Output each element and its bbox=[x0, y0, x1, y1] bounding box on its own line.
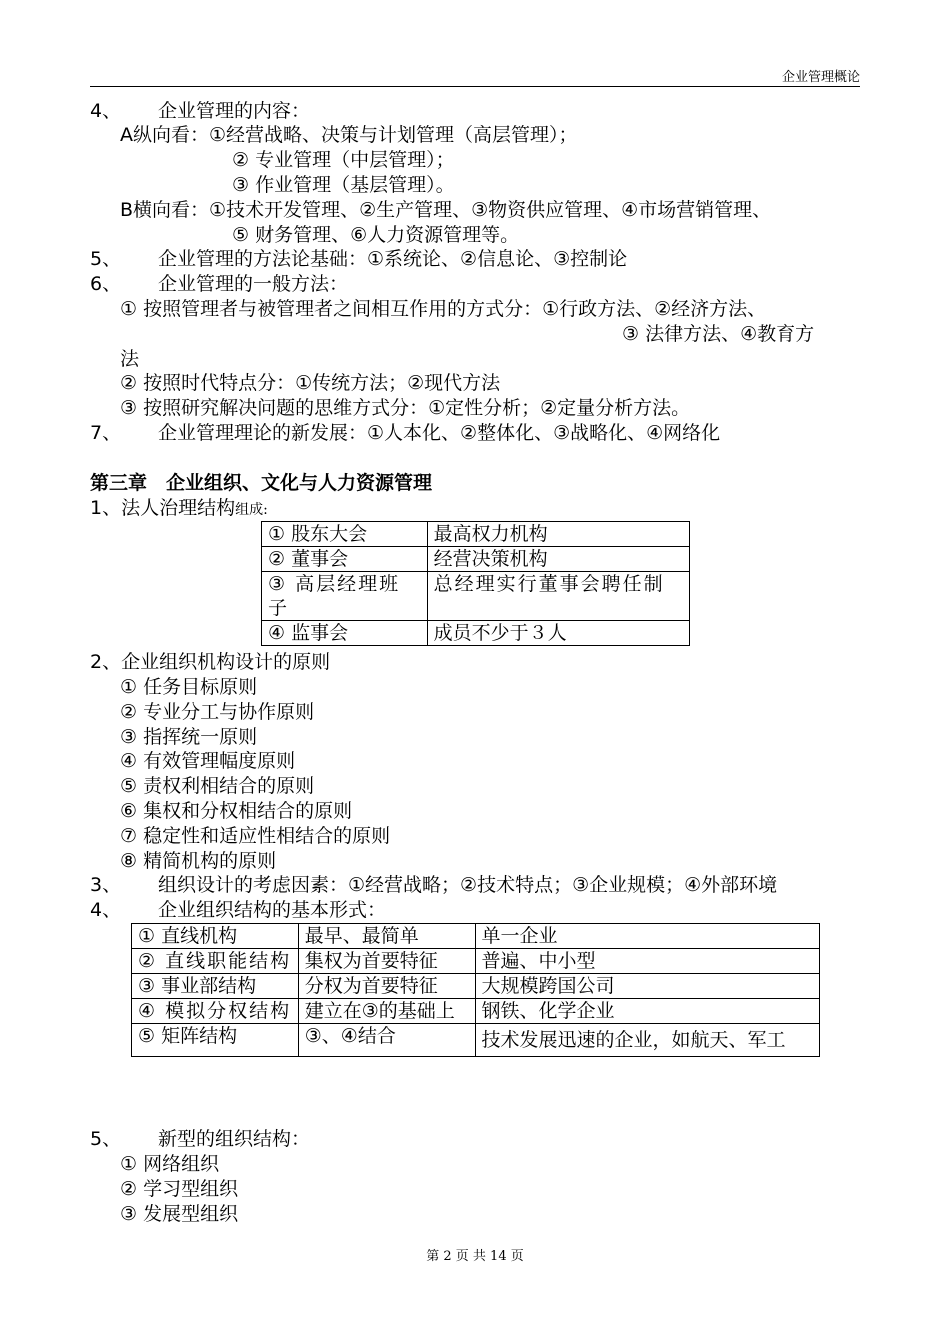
table-cell: 建立在③的基础上 bbox=[298, 999, 475, 1024]
section-title: 企业组织结构的基本形式： bbox=[158, 899, 387, 921]
table-cell: 分权为首要特征 bbox=[298, 974, 475, 999]
table-row bbox=[262, 621, 690, 646]
table-cell: 成员不少于３人 bbox=[427, 621, 689, 646]
table-cell: 总经理实行董事会聘任制 bbox=[427, 572, 689, 621]
table-cell: 经营决策机构 bbox=[427, 547, 689, 572]
governance-title: 1、法人治理结构 bbox=[90, 497, 236, 519]
horizontal-view-line-2: ⑤ 财务管理、⑥人力资源管理等。 bbox=[232, 224, 520, 246]
section-4-heading bbox=[90, 99, 310, 123]
governance-table bbox=[261, 521, 690, 646]
principle-item: ⑥ 集权和分权相结合的原则 bbox=[120, 800, 353, 822]
basic-forms-heading bbox=[90, 898, 386, 922]
page-header: 企业管理概论 bbox=[781, 70, 860, 85]
table-cell: ③ 事业部结构 bbox=[132, 974, 299, 999]
section-number: 6、 bbox=[90, 273, 122, 295]
table-cell: 最高权力机构 bbox=[427, 522, 689, 547]
table-row bbox=[132, 974, 820, 999]
new-structure-item: ① 网络组织 bbox=[120, 1153, 220, 1175]
section-number: 5、 bbox=[90, 1128, 122, 1150]
method-item-1-cont: ③ 法律方法、④教育方 bbox=[622, 323, 815, 345]
governance-suffix: 组成: bbox=[235, 502, 268, 518]
principle-item: ② 专业分工与协作原则 bbox=[120, 700, 315, 723]
table-row bbox=[262, 572, 690, 621]
principles-heading: 2、企业组织机构设计的原则 bbox=[90, 651, 331, 673]
principle-item: ⑧ 精简机构的原则 bbox=[120, 849, 277, 872]
section-number: 3、 bbox=[90, 874, 122, 896]
table-row bbox=[132, 924, 820, 949]
principle-item: ① 任务目标原则 bbox=[120, 676, 258, 698]
table-cell: ③ 高层经理班子 bbox=[262, 572, 428, 621]
table-cell: ② 直线职能结构 bbox=[132, 949, 299, 974]
new-structure-item: ② 学习型组织 bbox=[120, 1178, 239, 1200]
table-cell: 最早、最简单 bbox=[298, 924, 475, 949]
table-row bbox=[262, 547, 690, 572]
method-item-1-tail: 法 bbox=[120, 348, 140, 370]
section-number: 4、 bbox=[90, 100, 122, 122]
section-number: 5、 bbox=[90, 248, 122, 270]
header-rule bbox=[90, 86, 860, 87]
section-number: 7、 bbox=[90, 422, 122, 444]
chapter-3-title: 第三章 企业组织、文化与人力资源管理 bbox=[90, 472, 433, 494]
section-6-heading bbox=[90, 272, 348, 296]
section-5 bbox=[90, 247, 627, 271]
section-text: 企业管理理论的新发展：①人本化、②整体化、③战略化、④网络化 bbox=[158, 422, 721, 444]
horizontal-view-line-1: B横向看：①技术开发管理、②生产管理、③物资供应管理、④市场营销管理、 bbox=[120, 199, 772, 221]
section-title: 新型的组织结构： bbox=[158, 1128, 311, 1150]
table-cell: 技术发展迅速的企业，如航天、军工 bbox=[475, 1024, 819, 1057]
principle-item: ⑦ 稳定性和适应性相结合的原则 bbox=[120, 824, 391, 847]
table-row bbox=[132, 999, 820, 1024]
governance-heading bbox=[90, 496, 268, 522]
vertical-view-line-1: A纵向看：①经营战略、决策与计划管理（高层管理）； bbox=[120, 124, 578, 146]
principle-item: ④ 有效管理幅度原则 bbox=[120, 750, 296, 773]
new-structures-heading bbox=[90, 1127, 310, 1151]
new-structure-item: ③ 发展型组织 bbox=[120, 1203, 239, 1225]
vertical-view-line-2: ② 专业管理（中层管理）； bbox=[232, 149, 455, 171]
table-cell: ① 股东大会 bbox=[262, 522, 428, 547]
section-text: 组织设计的考虑因素：①经营战略；②技术特点；③企业规模；④外部环境 bbox=[158, 874, 778, 896]
table-row bbox=[262, 522, 690, 547]
vertical-view-line-3: ③ 作业管理（基层管理）。 bbox=[232, 174, 455, 196]
table-cell: ④ 监事会 bbox=[262, 621, 428, 646]
table-row bbox=[132, 1024, 820, 1057]
table-row bbox=[132, 949, 820, 974]
table-cell: ③、④结合 bbox=[298, 1024, 475, 1057]
structure-forms-table bbox=[131, 923, 820, 1057]
page-footer: 第 2 页 共 14 页 bbox=[426, 1249, 524, 1264]
method-item-3: ③ 按照研究解决问题的思维方式分：①定性分析；②定量分析方法。 bbox=[120, 397, 691, 419]
table-cell: ① 直线机构 bbox=[132, 924, 299, 949]
table-cell: 单一企业 bbox=[475, 924, 819, 949]
table-cell: 大规模跨国公司 bbox=[475, 974, 819, 999]
table-cell: ④ 模拟分权结构 bbox=[132, 999, 299, 1024]
table-cell: ② 董事会 bbox=[262, 547, 428, 572]
table-cell: 普遍、中小型 bbox=[475, 949, 819, 974]
section-title: 企业管理的内容： bbox=[158, 100, 311, 122]
section-number: 4、 bbox=[90, 899, 122, 921]
method-item-2: ② 按照时代特点分：①传统方法；②现代方法 bbox=[120, 372, 501, 394]
section-7 bbox=[90, 421, 720, 445]
principle-item: ③ 指挥统一原则 bbox=[120, 725, 258, 748]
design-factors bbox=[90, 873, 777, 897]
section-text: 企业管理的方法论基础：①系统论、②信息论、③控制论 bbox=[158, 248, 628, 270]
table-cell: 钢铁、化学企业 bbox=[475, 999, 819, 1024]
table-cell: 集权为首要特征 bbox=[298, 949, 475, 974]
table-cell: ⑤ 矩阵结构 bbox=[132, 1024, 299, 1057]
principle-item: ⑤ 责权利相结合的原则 bbox=[120, 775, 315, 798]
method-item-1: ① 按照管理者与被管理者之间相互作用的方式分：①行政方法、②经济方法、 bbox=[120, 298, 767, 320]
section-title: 企业管理的一般方法： bbox=[158, 273, 349, 295]
